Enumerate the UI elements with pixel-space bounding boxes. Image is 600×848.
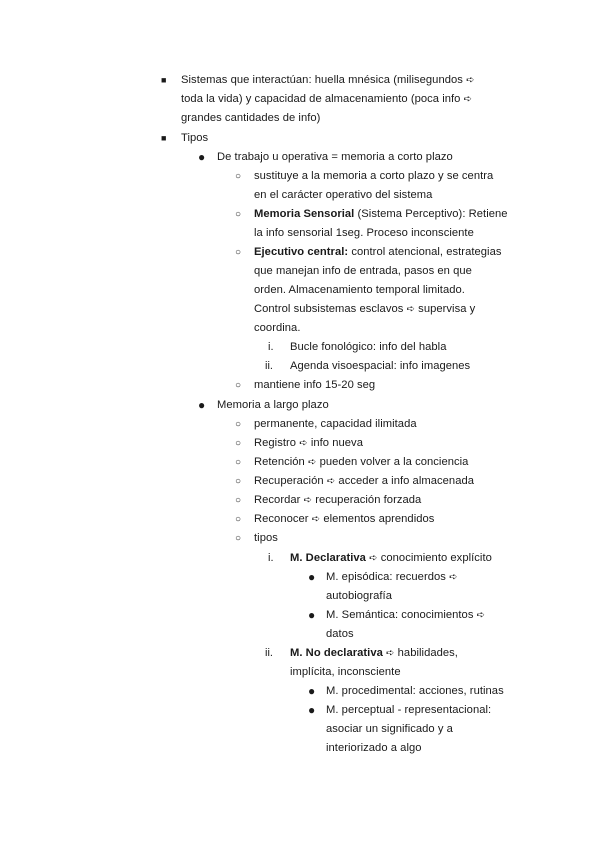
arrow-icon: ➪ [466,75,475,86]
disc-bullet-icon: ● [198,150,206,164]
text-line: M. Declarativa ➪ conocimiento explícito [290,552,492,564]
circle-bullet-icon: ○ [235,209,242,220]
disc-bullet-icon: ● [198,398,206,412]
text-line: la info sensorial 1seg. Proceso inconsciente [254,227,474,239]
text-line: Retención ➪ pueden volver a la conciencia [254,456,469,468]
text-line: Agenda visoespacial: info imagenes [290,360,471,372]
text-line: Ejecutivo central: control atencional, estrategias [254,246,502,258]
text-line: permanente, capacidad ilimitada [254,418,417,430]
text-line: implícita, inconsciente [290,666,401,678]
roman-numeral-marker: i. [268,552,274,564]
text-line: M. Semántica: conocimientos ➪ [326,609,486,621]
arrow-icon: ➪ [476,610,486,621]
circle-bullet-icon: ○ [235,514,242,525]
circle-bullet-icon: ○ [235,495,242,506]
text-line: tipos [254,532,278,544]
text-line: M. procedimental: acciones, rutinas [326,685,504,697]
text-line: toda la vida) y capacidad de almacenamiento (poca info ➪ [181,93,473,105]
text-line: Recuperación ➪ acceder a info almacenada [254,475,475,487]
circle-bullet-icon: ○ [235,457,242,468]
arrow-icon: ➪ [449,572,458,583]
text-line: Memoria Sensorial (Sistema Perceptivo): Retiene [254,208,508,220]
roman-numeral-marker: ii. [265,360,273,372]
circle-bullet-icon: ○ [235,533,242,544]
disc-bullet-icon: ● [308,608,316,622]
disc-bullet-icon: ● [308,570,316,584]
text-line: datos [326,628,354,640]
text-line: Bucle fonológico: info del habla [290,341,447,353]
text-line: Recordar ➪ recuperación forzada [254,494,422,506]
square-bullet-icon: ■ [161,75,167,85]
text-line: De trabajo u operativa = memoria a corto plazo [217,151,453,163]
text-line: M. perceptual - representacional: [326,704,492,716]
circle-bullet-icon: ○ [235,171,242,182]
text-line: Reconocer ➪ elementos aprendidos [254,513,435,525]
arrow-icon: ➪ [369,553,378,564]
text-line: que manejan info de entrada, pasos en que [254,265,472,277]
roman-numeral-marker: i. [268,341,274,353]
arrow-icon: ➪ [308,457,317,468]
circle-bullet-icon: ○ [235,380,242,391]
arrow-icon: ➪ [299,438,308,449]
arrow-icon: ➪ [326,476,336,487]
text-line: orden. Almacenamiento temporal limitado. [254,284,465,296]
text-line: mantiene info 15-20 seg [254,379,376,391]
text-line: interiorizado a algo [326,742,422,754]
text-line: Tipos [181,132,209,144]
text-line: en el carácter operativo del sistema [254,189,433,201]
text-line: grandes cantidades de info) [181,112,321,124]
circle-bullet-icon: ○ [235,476,242,487]
circle-bullet-icon: ○ [235,438,242,449]
text-line: coordina. [254,322,301,334]
roman-numeral-marker: ii. [265,647,273,659]
text-line: sustituye a la memoria a corto plazo y se centra [254,170,494,182]
disc-bullet-icon: ● [308,703,316,717]
text-line: Registro ➪ info nueva [254,437,363,449]
arrow-icon: ➪ [303,495,313,506]
text-line: M. No declarativa ➪ habilidades, [290,647,458,659]
text-line: M. episódica: recuerdos ➪ [326,571,458,583]
arrow-icon: ➪ [386,648,395,659]
text-line: Sistemas que interactúan: huella mnésica (milisegundos ➪ [181,74,475,86]
disc-bullet-icon: ● [308,684,316,698]
circle-bullet-icon: ○ [235,247,242,258]
arrow-icon: ➪ [463,94,473,105]
arrow-icon: ➪ [311,514,321,525]
text-line: autobiografía [326,590,392,602]
square-bullet-icon: ■ [161,133,167,143]
text-line: asociar un significado y a [326,723,453,735]
arrow-icon: ➪ [406,304,415,315]
circle-bullet-icon: ○ [235,419,242,430]
text-line: Control subsistemas esclavos ➪ supervisa y [254,303,476,315]
text-line: Memoria a largo plazo [217,399,329,411]
